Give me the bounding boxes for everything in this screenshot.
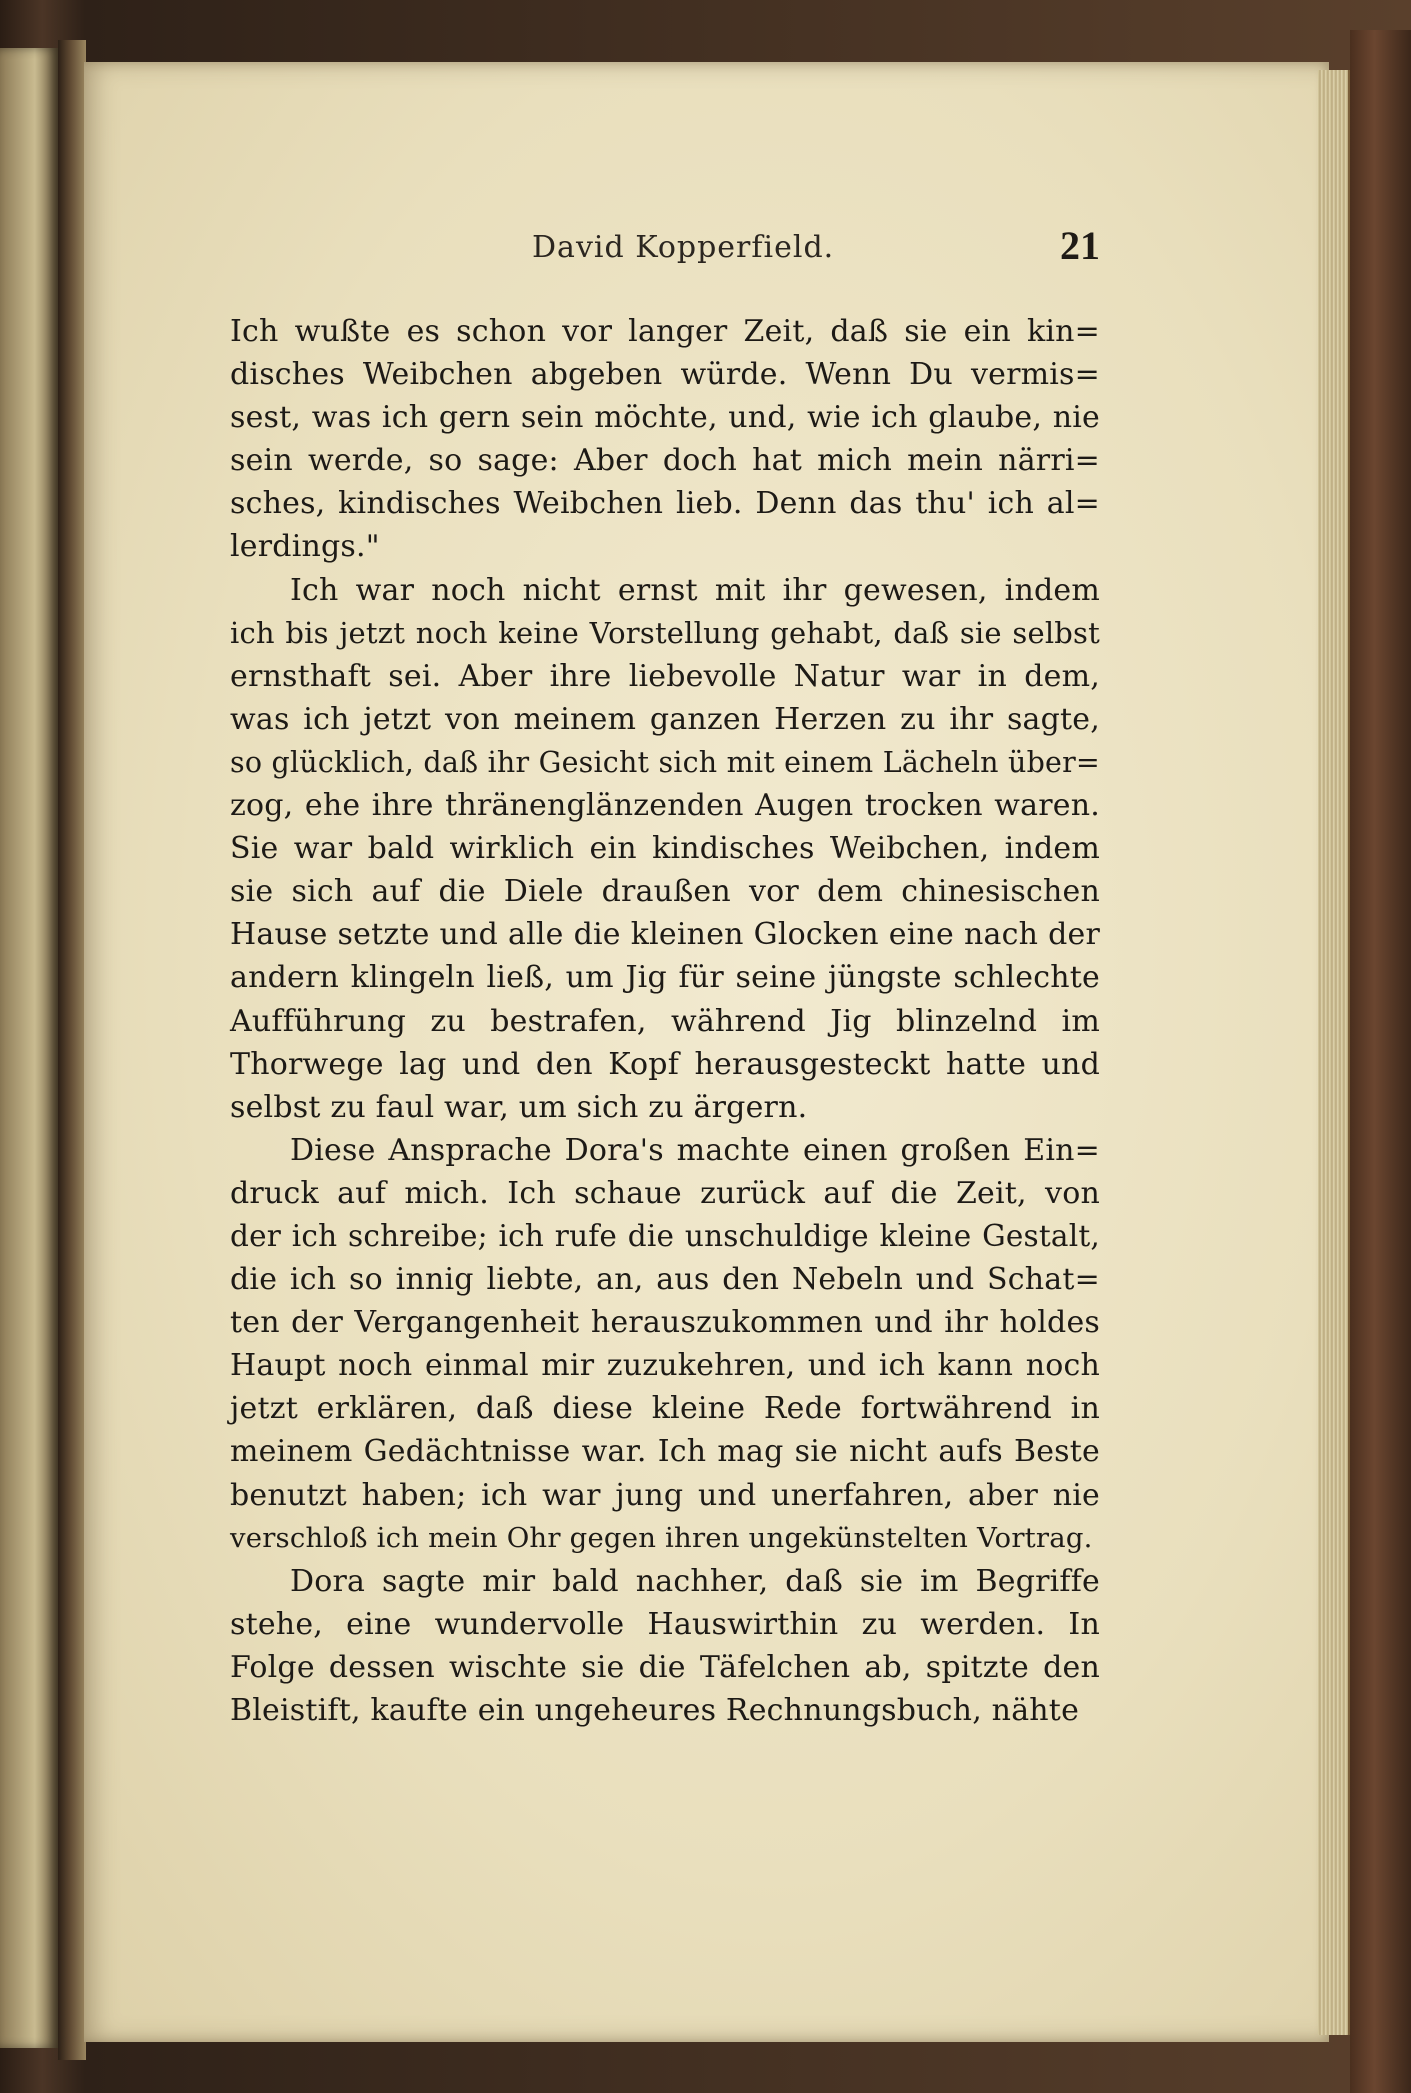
facing-page-edge	[0, 48, 58, 2048]
paragraph	[230, 1560, 1100, 1732]
text-line: meinem Gedächtnisse war. Ich mag sie nicht aufs Beste	[230, 1434, 1100, 1470]
text-line: Ich wußte es schon vor langer Zeit, daß sie ein kin=	[230, 314, 1100, 349]
text-line: lerdings."	[230, 529, 380, 565]
text-line: Hause setzte und alle die kleinen Glocken eine nach der	[230, 917, 1100, 953]
running-head	[230, 222, 1100, 278]
text-line: Bleistift, kaufte ein ungeheures Rechnungsbuch, nähte	[230, 1693, 1080, 1728]
text-line: die ich so innig liebte, an, aus den Nebeln und Schat=	[230, 1262, 1100, 1298]
text-line: ten der Vergangenheit herauszukommen und ihr holdes	[230, 1305, 1100, 1341]
book-gutter	[58, 40, 86, 2060]
text-line: ich bis jetzt noch keine Vorstellung gehabt, daß sie selbst	[230, 615, 1100, 650]
paragraph	[230, 310, 1100, 569]
page-block-edges	[1318, 70, 1351, 2035]
text-line: sie sich auf die Diele draußen vor dem chinesischen	[230, 874, 1100, 910]
text-line: sches, kindisches Weibchen lieb. Denn das thu' ich al=	[230, 486, 1100, 522]
text-line: Diese Ansprache Dora's machte einen großen Ein=	[290, 1132, 1100, 1168]
text-line: jetzt erklären, daß diese kleine Rede fortwährend in	[230, 1391, 1100, 1427]
body-text	[230, 310, 1100, 1732]
text-line: Aufführung zu bestrafen, während Jig blinzelnd im	[230, 1003, 1100, 1039]
text-line: sest, was ich gern sein möchte, und, wie ich glaube, nie	[230, 400, 1100, 436]
book-cover-edge	[1350, 30, 1411, 2093]
text-line: ernsthaft sei. Aber ihre liebevolle Natur war in dem,	[230, 658, 1100, 694]
text-line: druck auf mich. Ich schaue zurück auf die Zeit, von	[230, 1175, 1100, 1211]
text-line: andern klingeln ließ, um Jig für seine jüngste schlechte	[230, 960, 1100, 996]
text-line: benutzt haben; ich war jung und unerfahren, aber nie	[230, 1477, 1100, 1513]
text-line: Haupt noch einmal mir zuzukehren, und ich kann noch	[230, 1348, 1100, 1384]
paragraph	[230, 569, 1100, 1129]
text-line: selbst zu faul war, um sich zu ärgern.	[230, 1089, 808, 1125]
page-number: 21	[1060, 223, 1100, 268]
text-line: so glücklich, daß ihr Gesicht sich mit einem Lächeln über=	[230, 745, 1100, 779]
text-line: der ich schreibe; ich rufe die unschuldige kleine Gestalt,	[230, 1218, 1100, 1253]
text-line: verschloß ich mein Ohr gegen ihren ungekünstelten Vortrag.	[230, 1521, 1093, 1554]
paragraph	[230, 1129, 1100, 1560]
text-line: stehe, eine wundervolle Hauswirthin zu werden. In	[230, 1606, 1100, 1642]
text-line: Thorwege lag und den Kopf herausgesteckt hatte und	[230, 1046, 1100, 1082]
text-line: Folge dessen wischte sie die Täfelchen ab, spitzte den	[230, 1649, 1100, 1685]
text-line: Dora sagte mir bald nachher, daß sie im Begriffe	[290, 1563, 1100, 1599]
running-title: David Kopperfield.	[532, 230, 835, 265]
text-line: Ich war noch nicht ernst mit ihr gewesen, indem	[290, 572, 1100, 608]
text-line: disches Weibchen abgeben würde. Wenn Du vermis=	[230, 357, 1100, 393]
text-line: sein werde, so sage: Aber doch hat mich mein närri=	[230, 443, 1100, 479]
text-line: zog, ehe ihre thränenglänzenden Augen trocken waren.	[230, 788, 1100, 824]
text-line: was ich jetzt von meinem ganzen Herzen zu ihr sagte,	[230, 701, 1100, 737]
text-line: Sie war bald wirklich ein kindisches Weibchen, indem	[230, 831, 1100, 867]
